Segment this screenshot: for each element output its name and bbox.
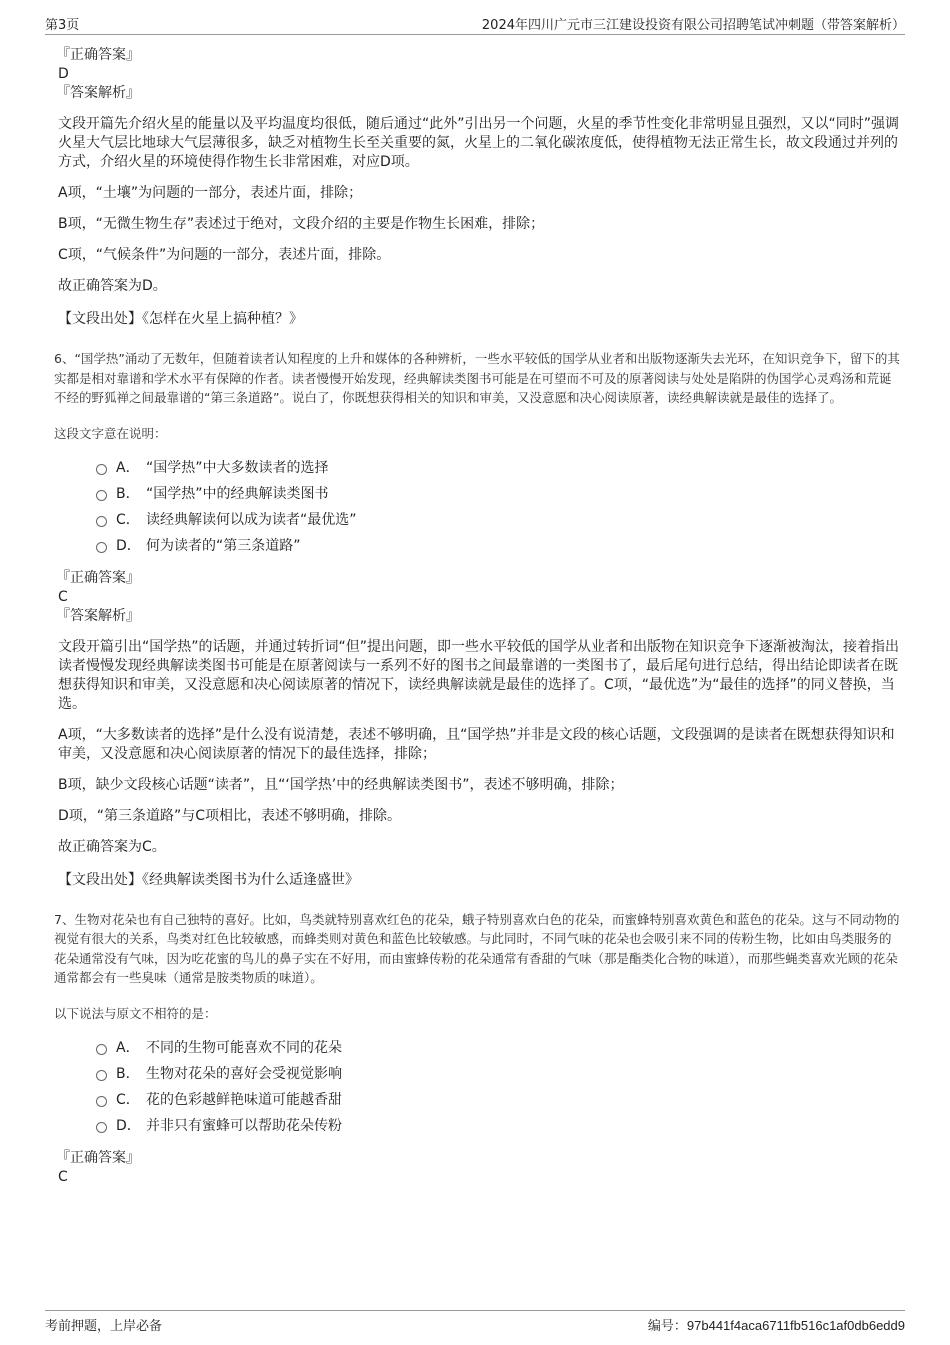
radio-icon[interactable] [96, 516, 107, 527]
document-title: 2024年四川广元市三江建设投资有限公司招聘笔试冲刺题（带答案解析） [481, 18, 905, 33]
option-text: “国学热”中大多数读者的选择 [146, 459, 329, 476]
option-text: 不同的生物可能喜欢不同的花朵 [146, 1039, 342, 1056]
option-letter: A． [116, 1039, 140, 1056]
radio-icon[interactable] [96, 1070, 107, 1081]
radio-icon[interactable] [96, 1122, 107, 1133]
option-text: “国学热”中的经典解读类图书 [146, 485, 329, 502]
option-a[interactable] [96, 1039, 900, 1065]
correct-answer-value: D [58, 66, 69, 82]
passage-source: 【文段出处】《怎样在火星上搞种植？》 [58, 311, 303, 327]
code-label: 编号： [647, 1319, 687, 1334]
option-d[interactable] [96, 537, 900, 563]
option-text: 并非只有蜜蜂可以帮助花朵传粉 [146, 1117, 342, 1134]
analysis-label: 『答案解析』 [56, 607, 140, 624]
radio-icon[interactable] [96, 490, 107, 501]
radio-icon[interactable] [96, 464, 107, 475]
document-code [648, 1315, 905, 1334]
footer-slogan: 考前押题，上岸必备 [45, 1319, 163, 1334]
analysis-paragraph: 文段开篇引出“国学热”的话题，并通过转折词“但”提出问题，即一些水平较低的国学从业者和出版物在知识竞争下逐渐被淘汰，接着指出读者慢慢发现经典解读类图书可能是在原著阅读与一系列不好的图书之间最靠谱的一类图书了，最后尾句进行总结，得出结论即读者在既想获得知识和审美，又没意愿和决心阅读原著的情况下，读经典解读就是最佳的选择了。C项，“最优选”为“最佳的选择”的同义替换，当选。 [58, 638, 900, 712]
option-letter: C． [116, 511, 140, 528]
option-letter: D． [116, 1117, 141, 1134]
analysis-paragraph: B项，“无微生物生存”表述过于绝对，文段介绍的主要是作物生长困难，排除； [58, 216, 545, 232]
question-prompt: 这段文字意在说明： [54, 425, 167, 441]
option-a[interactable] [96, 459, 900, 485]
correct-answer-label: 『正确答案』 [56, 1149, 140, 1166]
option-d[interactable] [96, 1117, 900, 1143]
analysis-paragraph: B项，缺少文段核心话题“读者”，且“‘国学热’中的经典解读类图书”，表述不够明确，排除； [58, 776, 624, 793]
analysis-paragraph: A项，“土壤”为问题的一部分，表述片面，排除； [58, 185, 363, 201]
analysis-paragraph: A项，“大多数读者的选择”是什么没有说清楚，表述不够明确，且“国学热”并非是文段的核心话题，文段强调的是读者在既想获得知识和审美，又没意愿和决心阅读原著的情况下的最佳选择，排除； [58, 726, 895, 762]
analysis-paragraph: 故正确答案为D。 [58, 278, 167, 294]
page-number: 第3页 [45, 18, 80, 33]
option-b[interactable] [96, 485, 900, 511]
analysis-paragraph: C项，“气候条件”为问题的一部分，表述片面，排除。 [58, 247, 391, 263]
option-text: 花的色彩越鲜艳味道可能越香甜 [146, 1091, 342, 1108]
radio-icon[interactable] [96, 1096, 107, 1107]
correct-answer-label: 『正确答案』 [56, 569, 140, 586]
option-text: 何为读者的“第三条道路” [146, 537, 301, 554]
correct-answer-value: C [58, 1168, 68, 1185]
option-list [96, 459, 900, 563]
analysis-paragraph: 文段开篇先介绍火星的能量以及平均温度均很低，随后通过“此外”引出另一个问题，火星的季节性变化非常明显且强烈，又以“同时”强调火星大气层比地球大气层薄很多，缺乏对植物生长至关重要的氮，火星上的二氧化碳浓度低，使得植物无法正常生长，故文段通过并列的方式，介绍火星的环境使得作物生长非常困难，对应D项。 [58, 116, 900, 170]
passage-source: 【文段出处】《经典解读类图书为什么适逢盛世》 [58, 871, 359, 888]
correct-answer-label: 『正确答案』 [56, 47, 140, 63]
option-c[interactable] [96, 511, 900, 537]
analysis-paragraph: D项，“第三条道路”与C项相比，表述不够明确，排除。 [58, 807, 402, 824]
analysis-paragraph: 故正确答案为C。 [58, 838, 166, 855]
radio-icon[interactable] [96, 542, 107, 553]
question-prompt: 以下说法与原文不相符的是： [54, 1005, 217, 1021]
page-footer [45, 1310, 905, 1335]
analysis-label: 『答案解析』 [56, 85, 140, 101]
option-b[interactable] [96, 1065, 900, 1091]
question-text: 7、生物对花朵也有自己独特的喜好。比如，鸟类就特别喜欢红色的花朵，蛾子特别喜欢白色的花朵，而蜜蜂特别喜欢黄色和蓝色的花朵。这与不同动物的视觉有很大的关系，鸟类对红色比较敏感，而蜂类则对黄色和蓝色比较敏感。与此同时，不同气味的花朵也会吸引来不同的传粉生物，比如由鸟类服务的花朵通常没有气味，因为吃花蜜的鸟儿的鼻子实在不好用，而由蜜蜂传粉的花朵通常有香甜的气味（那是酯类化合物的味道），而那些蝇类喜欢光顾的花朵通常都会有一些臭味（通常是胺类物质的味道）。 [54, 911, 900, 985]
page-content [56, 46, 900, 1187]
option-letter: C． [116, 1091, 140, 1108]
question-text: 6、“国学热”涌动了无数年，但随着读者认知程度的上升和媒体的各种辨析，一些水平较低的国学从业者和出版物逐渐失去光环，在知识竞争下，留下的其实都是相对靠谱和学术水平有保障的作者。读者慢慢开始发现，经典解读类图书可能是在可望而不可及的原著阅读与处处是陷阱的伪国学心灵鸡汤和荒诞不经的野狐禅之间最靠谱的“第三条道路”。说白了，你既想获得相关的知识和审美，又没意愿和决心阅读原著，读经典解读就是最佳的选择了。 [54, 351, 900, 405]
page-header [45, 10, 905, 35]
option-letter: A． [116, 459, 140, 476]
option-text: 生物对花朵的喜好会受视觉影响 [146, 1065, 342, 1082]
option-text: 读经典解读何以成为读者“最优选” [146, 511, 357, 528]
option-list [96, 1039, 900, 1143]
radio-icon[interactable] [96, 1044, 107, 1055]
code-value: 97b441f4aca6711fb516c1af0db6edd9 [686, 1318, 905, 1333]
option-letter: D． [116, 537, 141, 554]
option-letter: B． [116, 1065, 140, 1082]
correct-answer-value: C [58, 588, 68, 605]
option-c[interactable] [96, 1091, 900, 1117]
option-letter: B． [116, 485, 140, 502]
